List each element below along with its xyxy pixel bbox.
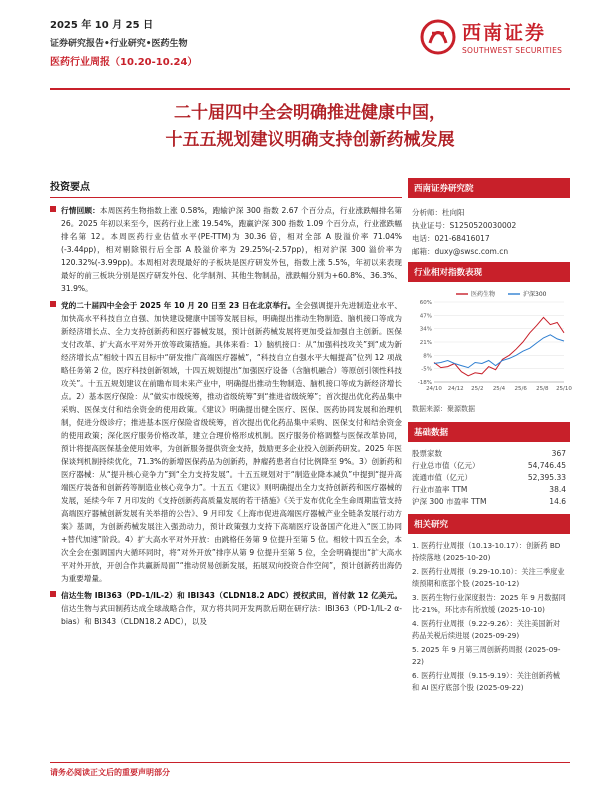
title-line-1: 二十届四中全会明确推进健康中国， <box>174 103 446 123</box>
paragraph-innovent <box>50 589 402 628</box>
paragraph-lead: 行情回顾： <box>61 206 100 215</box>
stat-value: 52,395.33 <box>527 473 566 482</box>
report-date: 2025 年 10 月 25 日 <box>50 20 154 31</box>
y-tick-label: 34% <box>419 326 432 333</box>
sidebar <box>408 178 570 696</box>
stat-label: 行业市盈率 TTM <box>412 485 468 494</box>
stats-heading: 基础数据 <box>408 422 570 442</box>
paragraph-text: 本周医药生物指数上涨 0.58%，跑输沪深 300 指数 2.67 个百分点，行业涨跌幅排名第 26。2025 年初以来至今，医药行业上涨 19.54%，跑赢沪深 300 指数 1.09 个百分点，行业涨跌幅排名第 12。本周医药行业估值水平(PE-TTM)为 30.36 倍，相对全部 A 股溢价率 71.04% (-3.44pp)，相对剔除银行后全部 A 股溢价率为 29.25%(-2.57pp)，相对沪深 300 溢价率为 120.32%(-3.99pp)。本周相对表现最好的子板块是医疗研发外包，指数上涨 5.5%，年初以来表现最好的前三板块分别是医疗研发外包、化学制剂、其他生物制品，涨跌幅分别为+60.8%、36.3%、31.9%。 <box>61 206 402 293</box>
paragraph-text: 信达生物与武田制药达成全球战略合作，双方将共同开发两款后期在研疗法：IBI363（PD-1/IL-2 α-bias）和 BI343（CLDN18.2 ADC），以及 <box>61 604 402 626</box>
related-research <box>408 534 570 694</box>
paragraph-lead: 信达生物 IBI363（PD-1/IL-2）和 IBI343（CLDN18.2 ADC）授权武田，首付款 12 亿美元。 <box>61 591 402 600</box>
legend-label-2: 沪深300 <box>523 291 547 298</box>
stat-row <box>412 460 566 472</box>
bullet-icon <box>50 591 56 597</box>
related-heading: 相关研究 <box>408 514 570 534</box>
basic-data <box>408 442 570 514</box>
related-item[interactable]: 6. 医药行业周报（9.15-9.19）：关注创新药械和 AI 医疗底部个股 (2025-09-22) <box>412 671 560 692</box>
footer-disclaimer: 请务必阅读正文后的重要声明部分 <box>50 762 570 778</box>
relative-index-chart <box>408 282 570 402</box>
analyst-phone: 电话：021-68416017 <box>412 234 490 243</box>
stat-label: 行业总市值（亿元） <box>412 461 480 470</box>
related-item[interactable]: 2. 医药行业周报（9.29-10.10）：关注三季度业绩预期和底部个股 (2025-10-12) <box>412 567 565 588</box>
y-tick-label: 60% <box>419 300 432 306</box>
y-tick-label: 8% <box>423 353 432 360</box>
stat-row <box>412 472 566 484</box>
related-item[interactable]: 3. 医药生物行业深度报告：2025 年 9 月数据同比-21%，环比亦有所放缓 (2025-10-10) <box>412 593 566 614</box>
stat-label: 流通市值（亿元） <box>412 473 472 482</box>
logo-text-en: SOUTHWEST SECURITIES <box>462 46 563 55</box>
line-chart <box>408 286 570 398</box>
paragraph-market-review <box>50 204 402 295</box>
analyst-name: 分析师：杜向阳 <box>412 208 465 217</box>
x-tick-label: 25/4 <box>492 386 506 392</box>
series-line-2 <box>434 335 564 368</box>
stat-label: 股票家数 <box>412 449 442 458</box>
y-tick-label: -18% <box>417 380 432 386</box>
stat-label: 沪深 300 市盈率 TTM <box>412 497 487 506</box>
section-title: 投资要点 <box>50 178 402 198</box>
x-tick-label: 25/10 <box>556 386 572 392</box>
related-item[interactable]: 5. 2025 年 9 月第三周创新药周报 (2025-09-22) <box>412 645 561 666</box>
header-divider <box>50 88 570 90</box>
stat-value: 14.6 <box>549 497 566 506</box>
report-series: 医药行业周报（10.20-10.24） <box>50 57 198 68</box>
related-item[interactable]: 4. 医药行业周报（9.22-9.26）：关注美国新对药品关税后续进展 (2025-09-29) <box>412 619 560 640</box>
y-tick-label: 47% <box>419 313 432 320</box>
logo-text-cn: 西南证券 <box>462 22 547 44</box>
analyst-heading: 西南证券研究院 <box>408 178 570 198</box>
title-line-2: 十五五规划建议明确支持创新药械发展 <box>165 130 455 150</box>
logo-mark-icon <box>420 19 456 55</box>
x-tick-label: 25/6 <box>514 386 527 392</box>
chart-heading: 行业相对指数表现 <box>408 262 570 282</box>
stat-value: 54,746.45 <box>527 461 566 470</box>
analyst-license: 执业证号：S1250520030002 <box>412 221 517 230</box>
bullet-icon <box>50 206 56 212</box>
report-category: 证券研究报告•行业研究•医药生物 <box>50 39 188 49</box>
series-line-1 <box>434 317 564 375</box>
analyst-email[interactable]: 邮箱：duxy@swsc.com.cn <box>412 247 509 256</box>
stat-value: 38.4 <box>549 485 566 494</box>
legend-label-1: 医药生物 <box>471 291 496 298</box>
x-tick-label: 24/12 <box>447 386 464 392</box>
y-tick-label: -5% <box>421 366 432 373</box>
investment-highlights <box>50 178 402 632</box>
y-tick-label: 21% <box>419 340 432 346</box>
stat-row <box>412 484 566 496</box>
paragraph-lead: 党的二十届四中全会于 2025 年 10 月 20 日至 23 日在北京举行。 <box>61 301 296 310</box>
x-tick-label: 25/8 <box>536 386 549 392</box>
x-tick-label: 24/10 <box>426 386 442 392</box>
stat-row <box>412 448 566 460</box>
paragraph-plenary <box>50 299 402 585</box>
report-title <box>50 100 570 154</box>
analyst-info <box>408 198 570 262</box>
related-item[interactable]: 1. 医药行业周报（10.13-10.17）：创新药 BD 持续落地 (2025-10-20) <box>412 541 561 562</box>
paragraph-text: 全会强调提升先进制造业水平、加快高水平科技自立自强、加快建设健康中国等发展目标，明确提出推动生物制造、脑机接口等成为新经济增长点、全力支持创新药和医疗器械发展，预计创新药械发展将更加受益加强自主创新。医保支付改革、扩大高水平对外开放等政策措施。具体来看：1）脑机接口：从“加强科技攻关”到“成为新经济增长点”相较十四五目标中“研发推广高端医疗器械”，“科技自立自强水平大幅提高”位列 12 项战略任务第 2 位，医疗科技创新领域，十四五规划提出“加强医疗设备（含脑机融合）等原创引领性科技攻关”。十五五规划建议在前瞻布局未来产业中，明确提出推动生物制造、脑机接口等成为新经济增长点。2）基本医疗保险：从“做实市级统筹，推动省级统筹”到“推进省级统筹”；首次提出优化药品集中采购、医保支付和结余资金的使用政策。《建议》明确提出健全医疗、医保、医药协同发展和治理机制，促进分级诊疗；推进基本医疗保险省级统筹，首次提出优化药品集中采购、医保支付和结余资金的使用政策；深化医疗服务价格改革，建立合理价格形成机制。医疗服务价格调整与医保改革协同，预计将提高医保基金使用效率，为创新服务提供资金支持，鼓励更多企业投入创新药研发。2025 年医保谈判机制持续优化，71.3%的新增医保药品为创新药，肿瘤药患者自付比例降至 9%。3）创新药和医疗器械：从“提升核心竞争力”到“全力支持发展”。十五五规划对于“制造业降本减负”中提到“提升高端医疗装备和创新药等制造业核心竞争力”。十五五《建议》则明确提出全力支持创新药和医疗器械的发展，延续今年 7 月印发的《支持创新药高质量发展的若干措施》《关于发布优化全生命周期监管支持高端医疗器械创新发展有关举措的公告》、9 月印发《上海市促进高端医疗器械产业全链条发展行动方案》基调，为创新药械发展注入强劲动力，预计政策强力支持下高端医疗设备国产化进入“医工协同+替代加速”阶段。4）扩大高水平对外开放：由跳格任务第 9 位提升至第 5 位。相较十四五全会，本次全会在强调国内大循环同时，将“对外开放”排序从第 9 位提升至第 5 位，全会明确提出“扩大高水平对外开放，开创合作共赢新局面”“推动贸易创新发展，拓展双向投资合作空间”，预计创新药出海仍为重要增量。 <box>61 301 402 583</box>
bullet-icon <box>50 301 56 307</box>
chart-source: 数据来源：聚源数据 <box>412 405 475 413</box>
company-logo <box>420 16 570 66</box>
report-header <box>50 16 570 86</box>
stat-value: 367 <box>551 449 566 458</box>
x-tick-label: 25/2 <box>471 386 484 392</box>
stat-row <box>412 496 566 508</box>
